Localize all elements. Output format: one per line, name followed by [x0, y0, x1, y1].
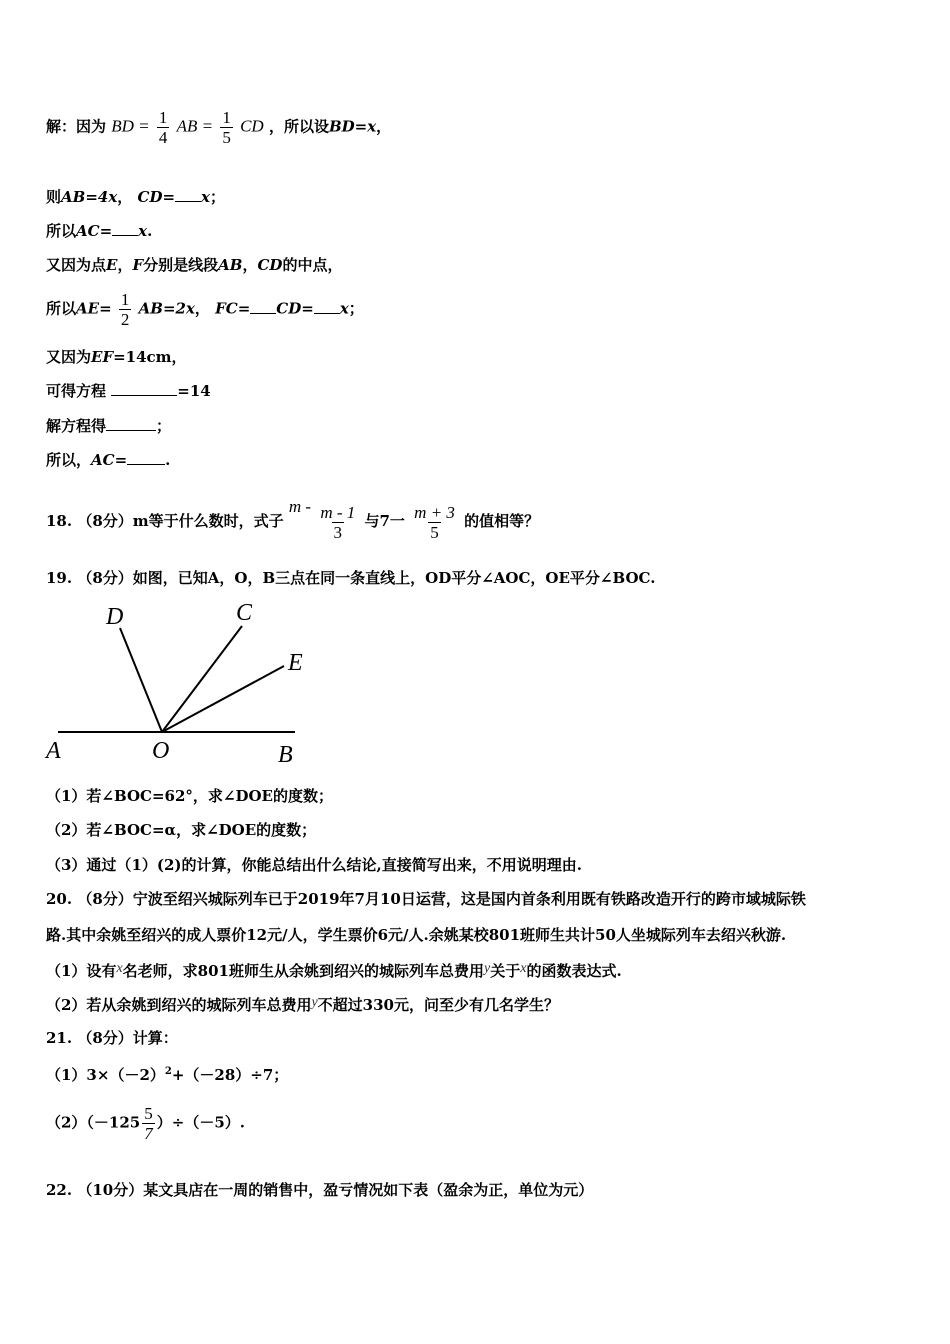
solution-line-2	[46, 187, 225, 207]
text: ；	[210, 188, 226, 206]
answer-blank[interactable]	[175, 187, 201, 202]
text: （2）若∠BOC=α，求∠DOE的度数；	[46, 821, 317, 839]
text: x	[201, 188, 210, 206]
text: （1）3×（－2）	[46, 1066, 165, 1084]
text: ）÷（－5）.	[156, 1113, 245, 1132]
text: 的值相等？	[464, 512, 540, 530]
text: 解：因为	[46, 117, 107, 136]
label-a: A	[46, 738, 61, 764]
text: AB=2x	[138, 299, 195, 318]
text: AE=	[76, 299, 112, 318]
text: 分别是线段	[143, 256, 219, 274]
text: ，	[242, 256, 258, 274]
var-y: y	[483, 961, 491, 976]
text: （1）若∠BOC=62°，求∠DOE的度数；	[46, 787, 333, 805]
text: AB=4x	[61, 188, 118, 206]
text: 21. （8分）计算：	[46, 1029, 178, 1047]
text: 18. （8分）m等于什么数时，式子	[46, 512, 284, 530]
solution-line-7	[46, 381, 211, 401]
text: E	[106, 256, 118, 274]
solution-line-6	[46, 347, 187, 367]
answer-blank[interactable]	[106, 416, 156, 431]
text: 的函数表达式.	[526, 962, 622, 980]
ray-oe	[162, 666, 284, 732]
question-21-part-1	[46, 1062, 288, 1085]
text: ；	[156, 417, 172, 435]
text: （2）若从余姚到绍兴的城际列车总费用	[46, 996, 312, 1014]
text: 与7一	[364, 512, 405, 530]
fraction-five-sevenths	[142, 1104, 155, 1143]
text: 所以	[46, 299, 77, 318]
text: 所以	[46, 222, 77, 240]
text: .	[147, 222, 153, 240]
fraction-half	[119, 290, 132, 329]
denominator: 4	[158, 128, 168, 147]
numerator: 5	[144, 1104, 153, 1123]
text: 所以，	[46, 451, 92, 469]
denominator: 2	[120, 310, 130, 329]
text: F	[132, 256, 144, 274]
question-19-part-3	[46, 855, 582, 875]
fraction-m-plus-3	[412, 503, 457, 542]
text: .	[165, 451, 171, 469]
angle-figure	[40, 594, 320, 774]
label-o: O	[152, 738, 170, 764]
text: ，	[376, 117, 392, 136]
question-19-part-1	[46, 786, 333, 806]
text: 可得方程	[46, 382, 107, 400]
answer-blank[interactable]	[250, 299, 276, 314]
math-m: m -	[288, 497, 312, 516]
text: 解方程得	[46, 417, 107, 435]
text: ；	[348, 299, 364, 318]
text: CD	[257, 256, 283, 274]
question-21	[46, 1028, 178, 1048]
text: 22. （10分）某文具店在一周的销售中，盈亏情况如下表（盈余为正，单位为元）	[46, 1181, 594, 1199]
text: （1）设有	[46, 962, 117, 980]
ray-oc	[162, 626, 242, 732]
superscript: 2	[164, 1066, 172, 1077]
text: ，	[117, 188, 133, 206]
question-20-line-1	[46, 889, 806, 909]
text: 不超过330元，问至少有几名学生？	[317, 996, 559, 1014]
denominator: 5	[430, 522, 439, 542]
denominator: 3	[333, 522, 343, 542]
text: （3）通过（1）(2)的计算，你能总结出什么结论,直接简写出来，不用说明理由.	[46, 856, 582, 874]
text: EF	[91, 348, 114, 366]
text: 的中点，	[282, 256, 343, 274]
text: 路.其中余姚至绍兴的成人票价12元/人，学生票价6元/人.余姚某校801班师生共计50人坐城际列车去绍兴秋游.	[46, 926, 787, 944]
text: CD=	[137, 188, 176, 206]
solution-line-1	[46, 108, 391, 147]
text: AB	[218, 256, 243, 274]
text: BD=x	[328, 117, 377, 136]
var-x: x	[520, 961, 527, 976]
text: 则	[46, 188, 62, 206]
text: x	[339, 299, 349, 318]
question-19	[46, 568, 655, 588]
question-22	[46, 1180, 593, 1200]
question-20-part-1	[46, 959, 622, 981]
text: AC=	[76, 222, 113, 240]
fraction-m-minus-1	[318, 503, 357, 542]
label-e: E	[288, 650, 303, 676]
text: ，所以设	[268, 117, 329, 136]
numerator: m - 1	[320, 502, 356, 522]
math-ab: AB =	[176, 116, 214, 136]
math-cd: CD	[240, 116, 264, 136]
question-21-part-2	[46, 1104, 245, 1143]
fraction-quarter	[157, 108, 170, 147]
text: 名老师，求801班师生从余姚到绍兴的城际列车总费用	[122, 962, 484, 980]
solution-line-3	[46, 221, 152, 241]
var-x: x	[116, 961, 123, 976]
text: CD=	[276, 299, 314, 318]
text: +（－28）÷7；	[171, 1066, 289, 1084]
solution-line-9	[46, 450, 170, 470]
text: ，	[117, 256, 133, 274]
ray-od	[120, 628, 162, 732]
text: 又因为点	[46, 256, 107, 274]
fraction-fifth	[220, 108, 233, 147]
solution-line-4	[46, 255, 342, 275]
text: 20. （8分）宁波至绍兴城际列车已于2019年7月10日运营，这是国内首条利用既有铁路改造开行的跨市域城际铁	[46, 890, 806, 908]
question-20-part-2	[46, 993, 559, 1015]
text: 19. （8分）如图，已知A，O，B三点在同一条直线上，OD平分∠AOC，OE平分∠BOC.	[46, 569, 656, 587]
answer-blank[interactable]	[112, 221, 138, 236]
answer-blank[interactable]	[111, 381, 177, 396]
math-bd: BD =	[111, 116, 150, 136]
label-d: D	[106, 604, 124, 630]
text: =14cm，	[113, 348, 187, 366]
answer-blank[interactable]	[314, 299, 340, 314]
text: FC=	[215, 299, 251, 318]
question-20-line-2	[46, 925, 786, 945]
numerator: 1	[222, 108, 231, 127]
text: ，	[194, 299, 210, 318]
solution-line-8	[46, 416, 171, 436]
text: =14	[177, 382, 211, 400]
label-c: C	[236, 600, 253, 626]
var-y: y	[311, 995, 318, 1010]
text: 关于	[490, 962, 521, 980]
solution-line-5	[46, 290, 364, 329]
denominator: 7	[144, 1124, 153, 1143]
numerator: 1	[120, 290, 130, 309]
label-b: B	[278, 742, 293, 768]
numerator: 1	[158, 108, 168, 127]
text: （2）（－125	[46, 1113, 141, 1132]
question-19-part-2	[46, 820, 316, 840]
denominator: 5	[222, 128, 231, 147]
question-18	[46, 497, 539, 542]
text: AC=	[91, 451, 128, 469]
numerator: m + 3	[414, 502, 455, 522]
text: x	[138, 222, 148, 240]
answer-blank[interactable]	[127, 450, 165, 465]
text: 又因为	[46, 348, 92, 366]
